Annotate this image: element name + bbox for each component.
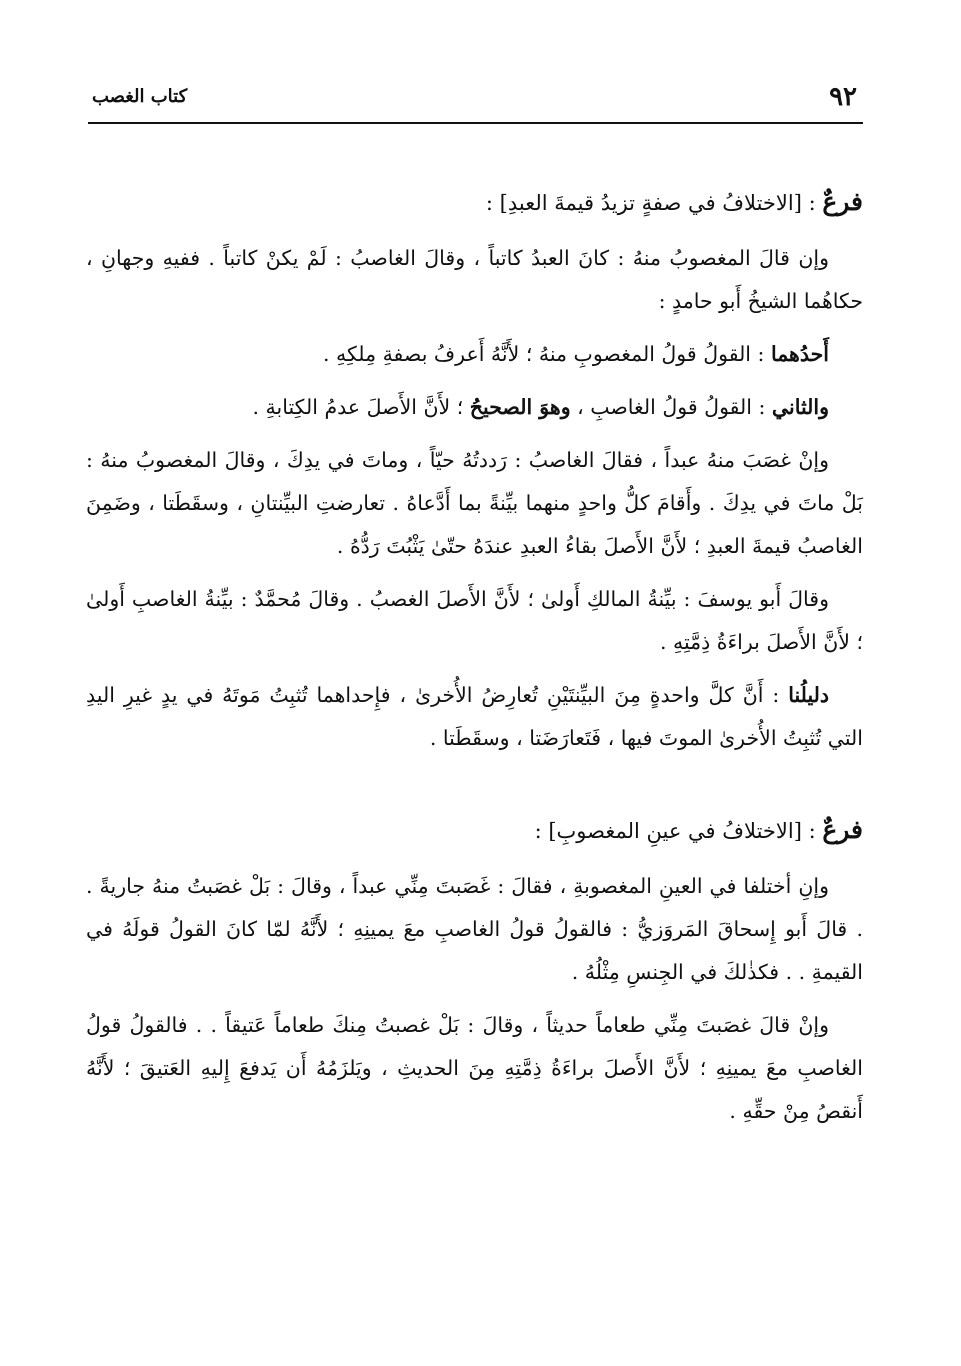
section-heading-2 <box>86 808 863 853</box>
proof-text: : أَنَّ كلَّ واحدةٍ مِنَ البيِّنتَيْنِ تُعارِضُ الأُخرىٰ ، فإِحداهما تُثبِتُ مَوتَهُ في يدٍ غيرِ اليدِ التي تُثبِتُ الأُخرىٰ الموتَ فيها ، فَتَعارَضَتا ، وسقَطَتا . <box>86 683 863 750</box>
section-label: فرعٌ <box>822 187 863 216</box>
paragraph: وقالَ أَبو يوسفَ : بيِّنةُ المالكِ أَولىٰ ؛ لأَنَّ الأَصلَ الغصبُ . وقالَ مُحمَّدٌ : بيِّنةُ الغاصبِ أَولىٰ ؛ لأَنَّ الأَصلَ براءَةُ ذِمَّتِهِ . <box>86 587 863 654</box>
paragraph: وإنِ أختلفا في العينِ المغصوبةِ ، فقالَ : غَصَبتَ مِنِّي عبداً ، وقالَ : بَلْ غصَبتُ منهُ جاريةً . . قالَ أَبو إِسحاقَ المَروَزيُّ : فالقولُ قولُ الغاصبِ معَ يمينِهِ ؛ لأَنَّهُ لمّا كانَ القولُ قولَهُ في القيمةِ . . فكذٰلكَ في الجِنسِ مِثْلُهُ . <box>86 874 863 984</box>
opinion-first <box>86 333 863 376</box>
paragraph: وإن قالَ المغصوبُ منهُ : كانَ العبدُ كاتباً ، وقالَ الغاصبُ : لَمْ يكنْ كاتباً . ففيهِ وجهانِ ، حكاهُما الشيخُ أَبو حامدٍ : <box>86 246 863 313</box>
proof-paragraph <box>86 674 863 760</box>
page-body <box>86 180 863 1306</box>
opinion-label: أَحدُهما <box>770 342 829 366</box>
running-title: كتاب الغصب <box>92 86 188 107</box>
page-number: ٩٢ <box>829 82 857 112</box>
paragraph: وإنْ غصَبَ منهُ عبداً ، فقالَ الغاصبُ : رَددتُهُ حيّاً ، وماتَ في يدِكَ ، وقالَ المغصوبُ منهُ : بَلْ ماتَ في يدِكَ . وأَقامَ كلُّ واحدٍ منهما بيِّنةً بما أَدَّعاهُ . تعارضتِ البيِّنتانِ ، وسقَطَتا ، وضَمِنَ الغاصبُ قيمةَ العبدِ ؛ لأَنَّ الأَصلَ بقاءُ العبدِ عندَهُ حتّىٰ يَثْبُتَ رَدُّهُ . <box>86 448 863 558</box>
emphasis-text: وهوَ الصحيحُ <box>469 395 571 419</box>
section-title: : [الاختلافُ في صفةٍ تزيدُ قيمةَ العبدِ] : <box>485 191 823 215</box>
opinion-text: ؛ لأَنَّ الأَصلَ عدمُ الكِتابةِ . <box>252 395 470 419</box>
section-heading-1 <box>86 180 863 225</box>
opinion-text: : القولُ قولُ المغصوبِ منهُ ؛ لأَنَّهُ أَعرفُ بصفةِ مِلكِهِ . <box>322 342 771 366</box>
opinion-second <box>86 386 863 429</box>
opinion-text: : القولُ قولُ الغاصبِ ، <box>570 395 772 419</box>
section-label: فرعٌ <box>822 815 863 844</box>
proof-label: دليلُنا <box>788 683 829 707</box>
page-header <box>88 82 863 124</box>
opinion-label: والثاني <box>771 395 829 419</box>
section-title: : [الاختلافُ في عينِ المغصوبِ] : <box>534 819 823 843</box>
paragraph: وإنْ قالَ غصَبتَ مِنِّي طعاماً حديثاً ، وقالَ : بَلْ غصبتُ مِنكَ طعاماً عَتيقاً . . فالقولُ قولُ الغاصبِ معَ يمينِهِ ؛ لأَنَّ الأَصلَ براءَةُ ذِمَّتِهِ مِنَ الحديثِ ، ويَلزَمُهُ أَن يَدفعَ إِليهِ العَتيقَ ؛ لأَنَّهُ أَنقصُ مِنْ حقِّهِ . <box>86 1013 863 1123</box>
section-gap <box>86 770 863 808</box>
